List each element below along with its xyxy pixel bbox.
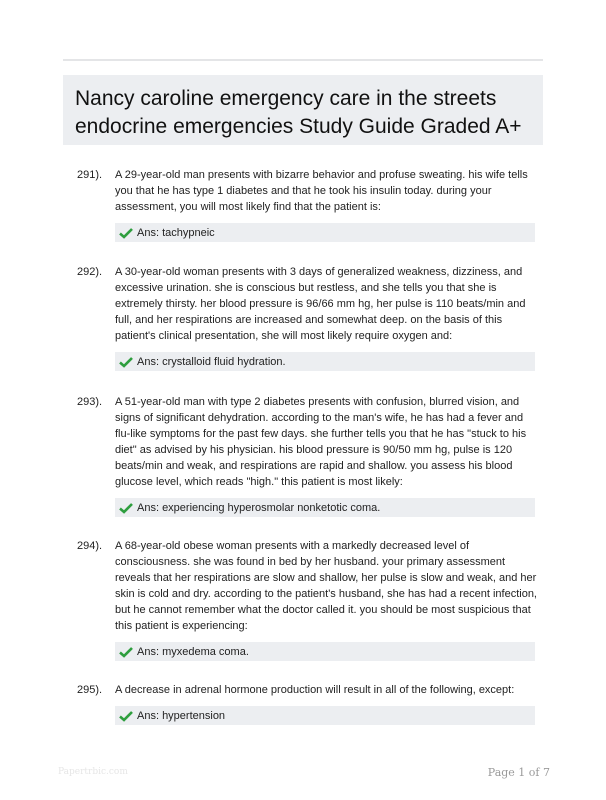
checkmark-icon [119, 502, 133, 514]
question-number: 293). [77, 396, 103, 408]
answer-box [115, 706, 535, 725]
title-banner [63, 75, 543, 145]
checkmark-icon [119, 227, 133, 239]
question-number: 295). [77, 684, 103, 696]
page-number: Page 1 of 7 [487, 766, 550, 779]
question-number: 294). [77, 540, 103, 552]
question-number: 292). [77, 266, 103, 278]
checkmark-icon [119, 356, 133, 368]
answer-text: Ans: experiencing hyperosmolar nonketotic coma. [137, 501, 381, 514]
answer-text: Ans: tachypneic [137, 226, 215, 239]
question-block [63, 538, 543, 661]
checkmark-icon [119, 710, 133, 722]
answer-text: Ans: crystalloid fluid hydration. [137, 355, 286, 368]
answer-box [115, 352, 535, 371]
question-block [63, 394, 543, 517]
question-text: A decrease in adrenal hormone production will result in all of the following, except: [115, 684, 515, 696]
answer-box [115, 642, 535, 661]
page-title: Nancy caroline emergency care in the streets endocrine emergencies Study Guide Graded A+ [75, 87, 522, 138]
question-block [63, 682, 543, 725]
checkmark-icon [119, 646, 133, 658]
question-text: A 29-year-old man presents with bizarre behavior and profuse sweating. his wife tells you that he has type 1 diabetes and that he took his insulin today. during your assessment, you will most likely find that the patient is: [115, 169, 528, 213]
question-number: 291). [77, 169, 103, 181]
question-text: A 68-year-old obese woman presents with a markedly decreased level of consciousness. she was found in bed by her husband. your primary assessment reveals that her respirations are slow and shallow, her pulse is slow and weak, and her skin is cold and dry. according to the patient's husband, she has had a recent infection, but he cannot remember what the doctor called it. you should be most suspicious that this patient is experiencing: [115, 540, 537, 632]
footer-watermark: Papertrbic.com [58, 767, 128, 777]
question-block [63, 167, 543, 242]
question-text: A 51-year-old man with type 2 diabetes presents with confusion, blurred vision, and signs of significant dehydration. according to the man's wife, he has had a fever and flu-like symptoms for the past few days. she further tells you that he has "stuck to his diet" as advised by his physician. his blood pressure is 90/50 mm hg, pulse is 120 beats/min and weak, and respirations are rapid and shallow. you assess his blood glucose level, which reads "high." this patient is most likely: [115, 396, 527, 488]
question-block [63, 264, 543, 371]
answer-text: Ans: hypertension [137, 709, 226, 722]
question-text: A 30-year-old woman presents with 3 days of generalized weakness, dizziness, and excessive urination. she is conscious but restless, and she tells you that she is extremely thirsty. her blood pressure is 96/66 mm hg, her pulse is 110 beats/min and full, and her respirations are increased and somewhat deep. on the basis of this patient's clinical presentation, she will most likely require oxygen and: [115, 266, 526, 342]
answer-box [115, 498, 535, 517]
answer-text: Ans: myxedema coma. [137, 645, 249, 658]
answer-box [115, 223, 535, 242]
top-divider [63, 59, 543, 61]
